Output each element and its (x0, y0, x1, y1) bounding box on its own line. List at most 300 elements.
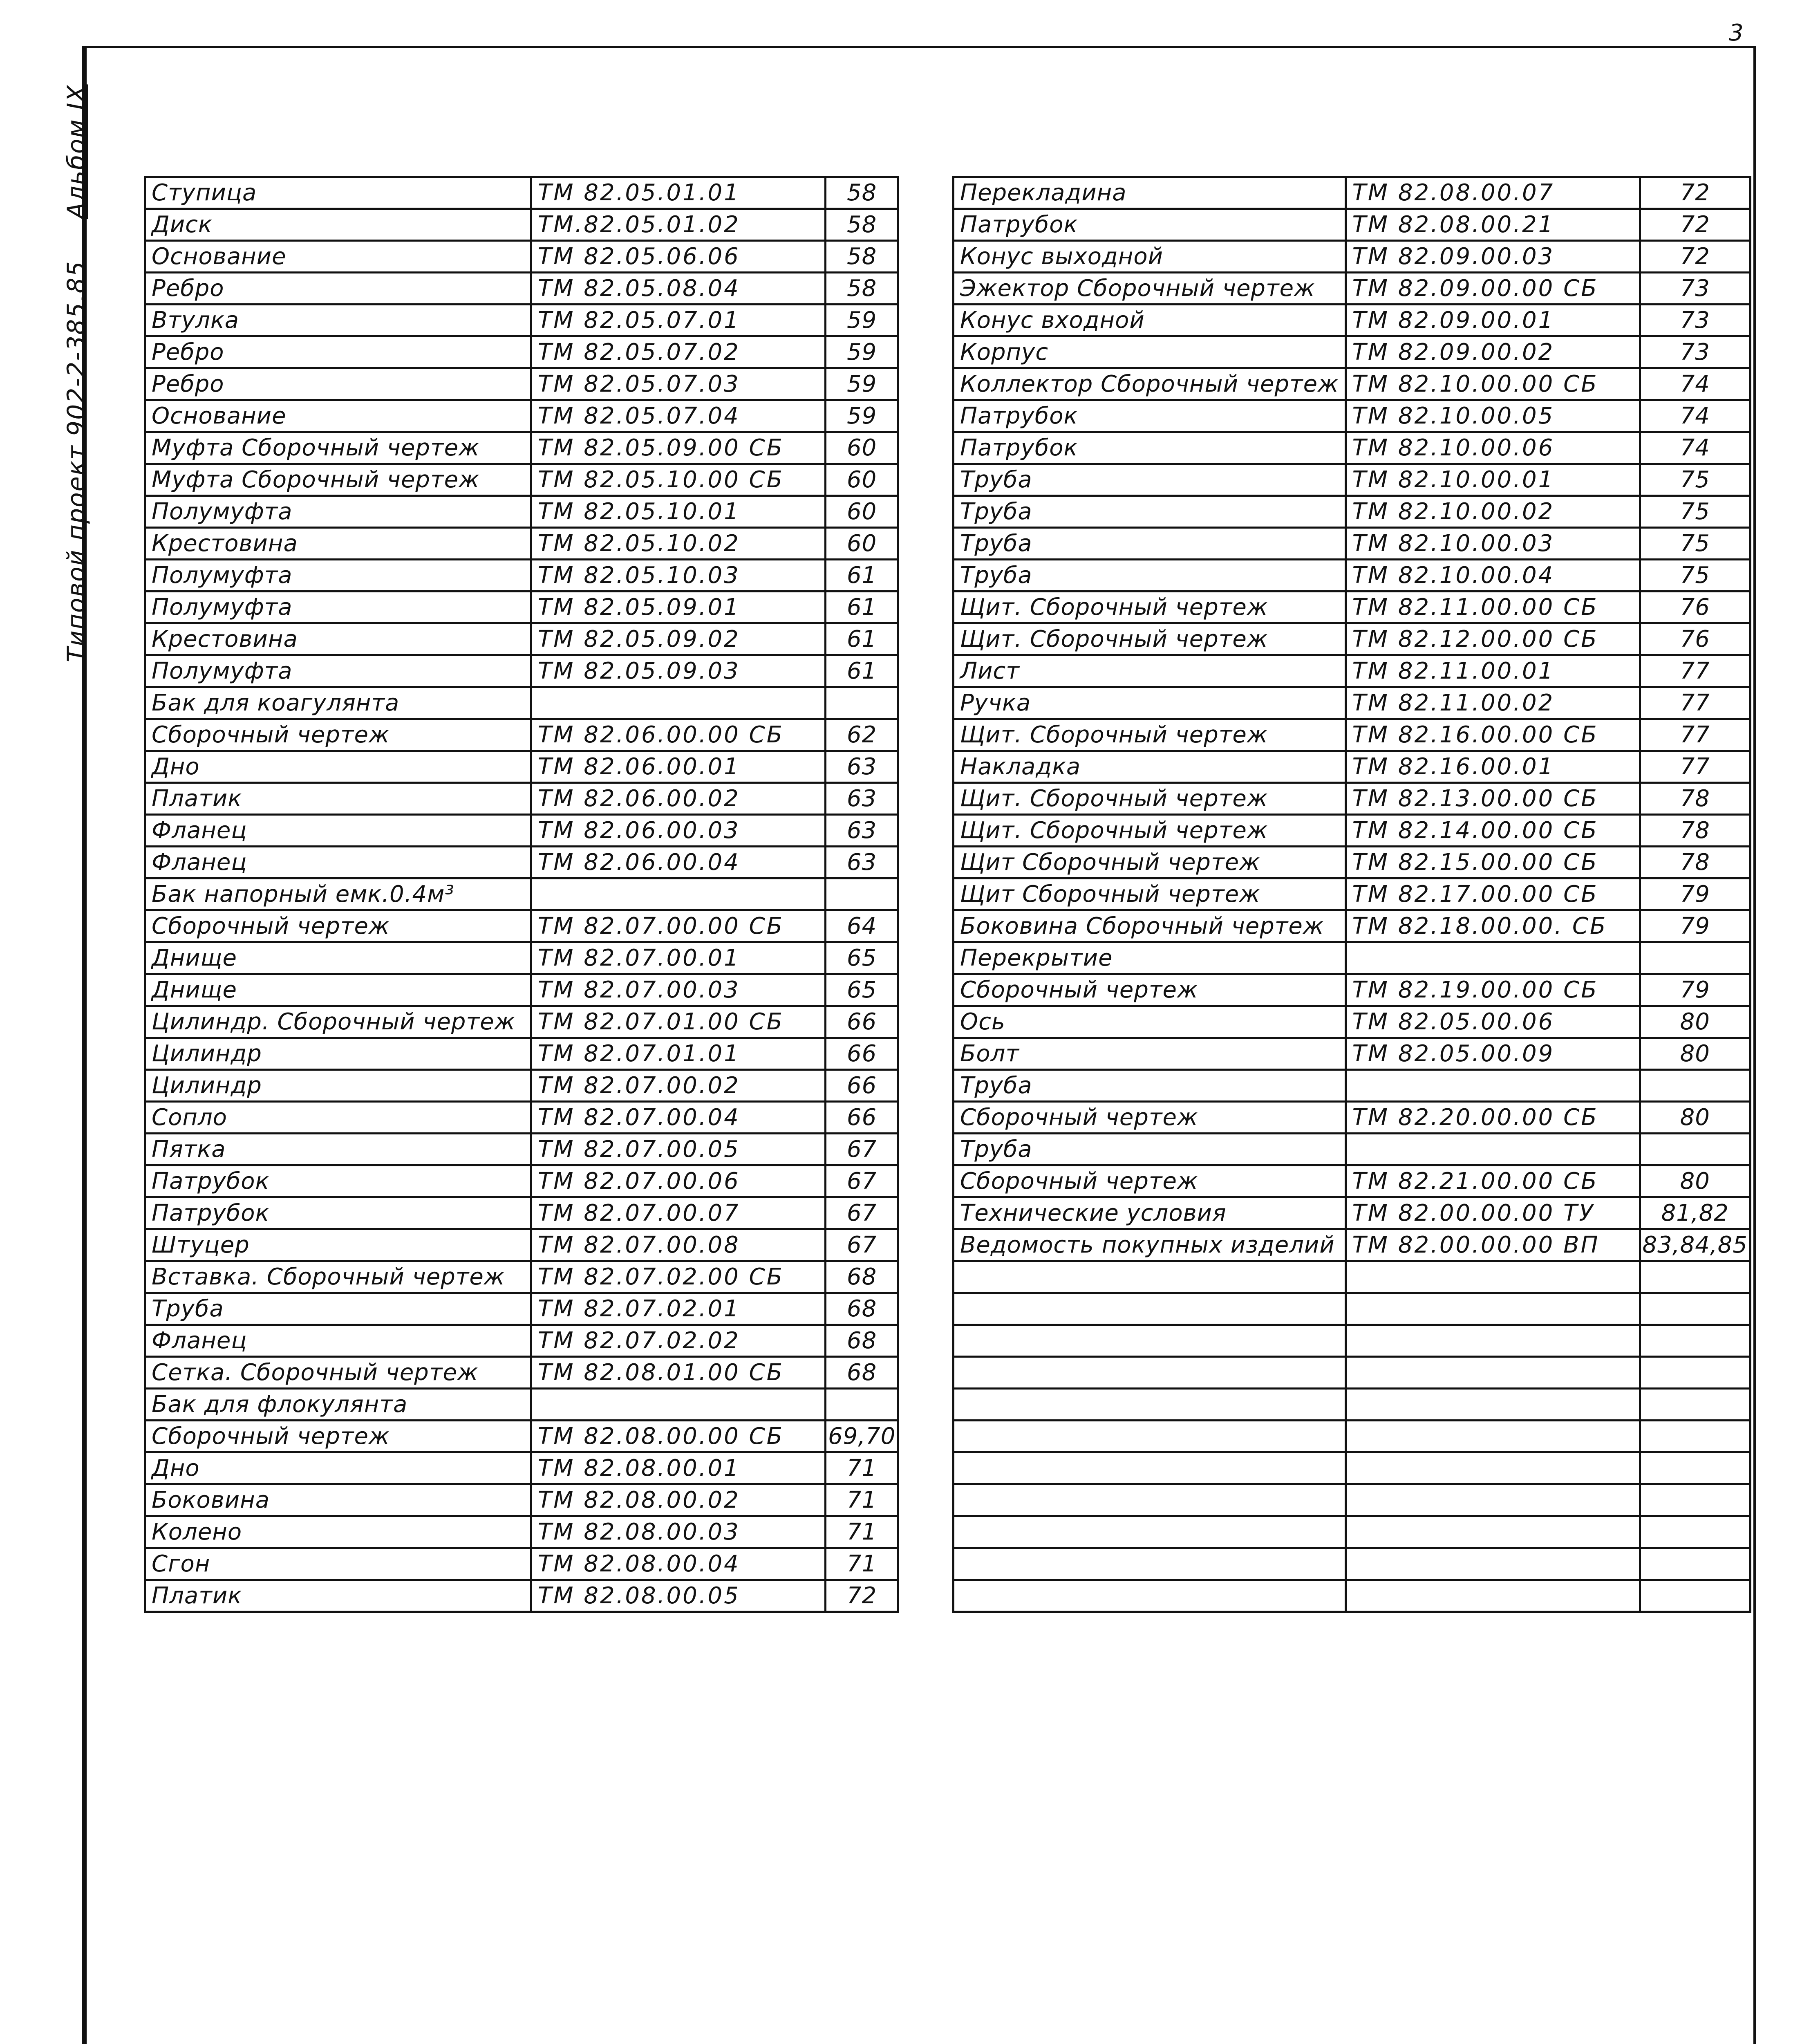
page-number-cell: 71 (826, 1452, 898, 1484)
page-number-cell: 83,84,85 (1640, 1229, 1750, 1261)
page-number-cell: 63 (826, 783, 898, 815)
designation-cell: ТМ 82.07.01.01 (531, 1038, 826, 1070)
page-number-cell: 71 (826, 1516, 898, 1548)
designation-cell: ТМ.82.05.01.02 (531, 209, 826, 241)
page-number-cell: 58 (826, 177, 898, 209)
item-name-cell: Втулка (145, 305, 531, 336)
table-row (954, 400, 1751, 432)
designation-cell: ТМ 82.07.02.00 СБ (531, 1261, 826, 1293)
designation-cell: ТМ 82.07.00.07 (531, 1197, 826, 1229)
designation-cell: ТМ 82.09.00.03 (1345, 241, 1640, 273)
designation-cell: ТМ 82.05.00.09 (1345, 1038, 1640, 1070)
designation-cell: ТМ 82.11.00.00 СБ (1345, 592, 1640, 623)
item-name-cell: Цилиндр (145, 1070, 531, 1102)
item-name-cell: Крестовина (145, 623, 531, 655)
item-name-cell: Перекладина (954, 177, 1346, 209)
designation-cell: ТМ 82.05.06.06 (531, 241, 826, 273)
designation-cell (1345, 1580, 1640, 1612)
item-name-cell: Боковина (145, 1484, 531, 1516)
item-name-cell: Труба (954, 1134, 1346, 1165)
designation-cell (1345, 1293, 1640, 1325)
table-row (954, 879, 1751, 910)
table-row (954, 592, 1751, 623)
table-row (954, 623, 1751, 655)
page-number-cell: 61 (826, 655, 898, 687)
designation-cell: ТМ 82.06.00.01 (531, 751, 826, 783)
item-name-cell: Щит. Сборочный чертеж (954, 592, 1346, 623)
page-number-cell (1640, 1070, 1750, 1102)
table-row (145, 783, 898, 815)
item-name-cell: Труба (145, 1293, 531, 1325)
table-row (145, 1548, 898, 1580)
page-number-cell (826, 687, 898, 719)
item-name-cell: Труба (954, 560, 1346, 592)
designation-cell: ТМ 82.07.00.04 (531, 1102, 826, 1134)
item-name-cell: Патрубок (145, 1165, 531, 1197)
page-number-cell: 68 (826, 1293, 898, 1325)
table-row (954, 1197, 1751, 1229)
page-number-cell: 75 (1640, 528, 1750, 560)
table-row (145, 974, 898, 1006)
page-number-cell: 77 (1640, 687, 1750, 719)
designation-cell: ТМ 82.05.10.01 (531, 496, 826, 528)
item-name-cell: Перекрытие (954, 942, 1346, 974)
item-name-cell: Днище (145, 974, 531, 1006)
item-name-cell: Патрубок (954, 432, 1346, 464)
designation-cell (1345, 1070, 1640, 1102)
item-name-cell: Цилиндр. Сборочный чертеж (145, 1006, 531, 1038)
designation-cell (1345, 1134, 1640, 1165)
item-name-cell: Полумуфта (145, 592, 531, 623)
item-name-cell: Ребро (145, 336, 531, 368)
table-row (145, 241, 898, 273)
table-row (145, 1580, 898, 1612)
designation-cell: ТМ 82.07.00.08 (531, 1229, 826, 1261)
designation-cell: ТМ 82.05.07.01 (531, 305, 826, 336)
page-number-cell: 73 (1640, 273, 1750, 305)
page-number-cell: 64 (826, 910, 898, 942)
page-number-cell: 79 (1640, 910, 1750, 942)
table-row (954, 815, 1751, 847)
item-name-cell: Технические условия (954, 1197, 1346, 1229)
item-name-cell (954, 1261, 1346, 1293)
designation-cell: ТМ 82.10.00.05 (1345, 400, 1640, 432)
page-number-cell: 60 (826, 432, 898, 464)
table-row (145, 368, 898, 400)
designation-cell: ТМ 82.05.09.02 (531, 623, 826, 655)
table-row (954, 1261, 1751, 1293)
page-number-cell (1640, 1389, 1750, 1421)
designation-cell: ТМ 82.10.00.00 СБ (1345, 368, 1640, 400)
page-number-cell: 74 (1640, 368, 1750, 400)
table-row (145, 1452, 898, 1484)
designation-cell: ТМ 82.05.07.03 (531, 368, 826, 400)
page-number-cell: 75 (1640, 560, 1750, 592)
item-name-cell (954, 1389, 1346, 1421)
designation-cell (1345, 1484, 1640, 1516)
page-number-cell: 67 (826, 1165, 898, 1197)
table-row (954, 1134, 1751, 1165)
table-row (954, 1325, 1751, 1357)
table-row (954, 177, 1751, 209)
designation-cell: ТМ 82.06.00.02 (531, 783, 826, 815)
page-number-cell: 63 (826, 815, 898, 847)
page-number-cell (1640, 1261, 1750, 1293)
page-number-cell: 66 (826, 1102, 898, 1134)
item-name-cell: Дно (145, 751, 531, 783)
page-number-cell (1640, 1134, 1750, 1165)
item-name-cell: Труба (954, 496, 1346, 528)
item-name-cell: Патрубок (145, 1197, 531, 1229)
table-row (954, 1389, 1751, 1421)
page-number-cell (1640, 1452, 1750, 1484)
page-number-cell: 59 (826, 400, 898, 432)
designation-cell: ТМ 82.15.00.00 СБ (1345, 847, 1640, 879)
item-name-cell (954, 1452, 1346, 1484)
designation-cell: ТМ 82.05.07.04 (531, 400, 826, 432)
designation-cell: ТМ 82.10.00.03 (1345, 528, 1640, 560)
page-number-cell (1640, 1421, 1750, 1452)
designation-cell: ТМ 82.20.00.00 СБ (1345, 1102, 1640, 1134)
page-number-cell: 65 (826, 942, 898, 974)
item-name-cell: Фланец (145, 1325, 531, 1357)
item-name-cell (954, 1516, 1346, 1548)
designation-cell: ТМ 82.07.00.01 (531, 942, 826, 974)
designation-cell: ТМ 82.05.09.00 СБ (531, 432, 826, 464)
designation-cell: ТМ 82.06.00.04 (531, 847, 826, 879)
page-number-cell: 60 (826, 496, 898, 528)
designation-cell (1345, 1421, 1640, 1452)
page-number-cell: 66 (826, 1038, 898, 1070)
table-row (145, 1389, 898, 1421)
designation-cell: ТМ 82.05.00.06 (1345, 1006, 1640, 1038)
page-number-cell: 80 (1640, 1165, 1750, 1197)
page-number-cell (1640, 1580, 1750, 1612)
table-row (954, 209, 1751, 241)
item-name-cell: Щит Сборочный чертеж (954, 879, 1346, 910)
table-row (954, 1484, 1751, 1516)
table-row (954, 1070, 1751, 1102)
page-number-cell: 66 (826, 1006, 898, 1038)
table-row (954, 1165, 1751, 1197)
designation-cell: ТМ 82.11.00.02 (1345, 687, 1640, 719)
table-row (954, 942, 1751, 974)
designation-cell (1345, 1357, 1640, 1389)
item-name-cell: Накладка (954, 751, 1346, 783)
page-number-cell (1640, 1516, 1750, 1548)
item-name-cell: Ось (954, 1006, 1346, 1038)
designation-cell: ТМ 82.08.00.04 (531, 1548, 826, 1580)
designation-cell: ТМ 82.05.07.02 (531, 336, 826, 368)
table-row (954, 719, 1751, 751)
page-number-cell: 76 (1640, 623, 1750, 655)
item-name-cell: Щит. Сборочный чертеж (954, 783, 1346, 815)
designation-cell (531, 1389, 826, 1421)
designation-cell: ТМ 82.08.00.03 (531, 1516, 826, 1548)
page-number-cell: 78 (1640, 783, 1750, 815)
table-row (145, 1038, 898, 1070)
item-name-cell: Сетка. Сборочный чертеж (145, 1357, 531, 1389)
item-name-cell: Ручка (954, 687, 1346, 719)
designation-cell: ТМ 82.05.08.04 (531, 273, 826, 305)
page-number-cell: 75 (1640, 496, 1750, 528)
designation-cell: ТМ 82.14.00.00 СБ (1345, 815, 1640, 847)
designation-cell: ТМ 82.09.00.02 (1345, 336, 1640, 368)
item-name-cell: Основание (145, 241, 531, 273)
item-name-cell: Патрубок (954, 209, 1346, 241)
designation-cell (1345, 1325, 1640, 1357)
page-number-cell: 79 (1640, 879, 1750, 910)
table-row (145, 623, 898, 655)
page-number-cell: 79 (1640, 974, 1750, 1006)
page-number-cell: 62 (826, 719, 898, 751)
item-name-cell: Сборочный чертеж (145, 1421, 531, 1452)
table-row (954, 336, 1751, 368)
table-row (954, 1229, 1751, 1261)
item-name-cell: Боковина Сборочный чертеж (954, 910, 1346, 942)
item-name-cell: Ребро (145, 273, 531, 305)
item-name-cell: Сборочный чертеж (954, 1102, 1346, 1134)
item-name-cell (954, 1580, 1346, 1612)
table-row (954, 847, 1751, 879)
item-name-cell: Бак напорный емк.0.4м³ (145, 879, 531, 910)
table-row (145, 847, 898, 879)
designation-cell: ТМ 82.08.00.07 (1345, 177, 1640, 209)
item-name-cell: Основание (145, 400, 531, 432)
table-row (954, 1102, 1751, 1134)
table-row (954, 560, 1751, 592)
album-label: Альбом IX (62, 84, 91, 220)
designation-cell: ТМ 82.07.00.05 (531, 1134, 826, 1165)
page-number-cell: 59 (826, 305, 898, 336)
table-row (145, 273, 898, 305)
page-number-cell: 72 (826, 1580, 898, 1612)
designation-cell: ТМ 82.17.00.00 СБ (1345, 879, 1640, 910)
designation-cell: ТМ 82.05.10.00 СБ (531, 464, 826, 496)
designation-cell (1345, 1516, 1640, 1548)
item-name-cell: Болт (954, 1038, 1346, 1070)
page-number-cell: 73 (1640, 336, 1750, 368)
page-number-cell: 63 (826, 751, 898, 783)
designation-cell: ТМ 82.08.00.21 (1345, 209, 1640, 241)
designation-cell: ТМ 82.10.00.06 (1345, 432, 1640, 464)
designation-cell: ТМ 82.07.01.00 СБ (531, 1006, 826, 1038)
designation-cell: ТМ 82.08.00.00 СБ (531, 1421, 826, 1452)
left-contents-table (144, 176, 899, 1613)
table-row (145, 464, 898, 496)
table-row (145, 336, 898, 368)
designation-cell: ТМ 82.13.00.00 СБ (1345, 783, 1640, 815)
page-number-cell: 72 (1640, 241, 1750, 273)
designation-cell: ТМ 82.09.00.00 СБ (1345, 273, 1640, 305)
page-number-cell: 58 (826, 209, 898, 241)
item-name-cell: Колено (145, 1516, 531, 1548)
table-row (954, 273, 1751, 305)
page-number-cell: 77 (1640, 719, 1750, 751)
page-number-cell: 59 (826, 368, 898, 400)
item-name-cell (954, 1293, 1346, 1325)
table-row (145, 1484, 898, 1516)
item-name-cell: Эжектор Сборочный чертеж (954, 273, 1346, 305)
item-name-cell (954, 1421, 1346, 1452)
designation-cell: ТМ 82.05.10.02 (531, 528, 826, 560)
page-number-cell: 65 (826, 974, 898, 1006)
designation-cell: ТМ 82.19.00.00 СБ (1345, 974, 1640, 1006)
designation-cell (1345, 942, 1640, 974)
table-row (954, 368, 1751, 400)
designation-cell: ТМ 82.07.02.02 (531, 1325, 826, 1357)
page-number-cell: 75 (1640, 464, 1750, 496)
designation-cell: ТМ 82.10.00.01 (1345, 464, 1640, 496)
table-row (954, 655, 1751, 687)
item-name-cell: Ведомость покупных изделий (954, 1229, 1346, 1261)
item-name-cell: Муфта Сборочный чертеж (145, 432, 531, 464)
designation-cell: ТМ 82.05.10.03 (531, 560, 826, 592)
item-name-cell: Бак для флокулянта (145, 1389, 531, 1421)
table-row (145, 1325, 898, 1357)
item-name-cell: Щит. Сборочный чертеж (954, 623, 1346, 655)
page-number-cell (1640, 1293, 1750, 1325)
page-number-cell: 71 (826, 1484, 898, 1516)
table-row (145, 1070, 898, 1102)
item-name-cell: Лист (954, 655, 1346, 687)
designation-cell (1345, 1452, 1640, 1484)
item-name-cell: Сборочный чертеж (954, 1165, 1346, 1197)
page-number-cell (1640, 1484, 1750, 1516)
table-row (954, 1357, 1751, 1389)
table-row (145, 751, 898, 783)
item-name-cell: Щит. Сборочный чертеж (954, 815, 1346, 847)
designation-cell (1345, 1389, 1640, 1421)
table-row (145, 1357, 898, 1389)
table-row (954, 432, 1751, 464)
table-row (954, 783, 1751, 815)
item-name-cell: Труба (954, 528, 1346, 560)
project-title: Типовой проект 902-2-385.85 (62, 260, 91, 662)
table-row (145, 1229, 898, 1261)
designation-cell: ТМ 82.21.00.00 СБ (1345, 1165, 1640, 1197)
page-number-cell: 72 (1640, 177, 1750, 209)
table-row (145, 177, 898, 209)
page-number-cell: 63 (826, 847, 898, 879)
item-name-cell: Патрубок (954, 400, 1346, 432)
table-row (954, 910, 1751, 942)
page-number-cell: 69,70 (826, 1421, 898, 1452)
item-name-cell: Сопло (145, 1102, 531, 1134)
page-number-cell: 60 (826, 464, 898, 496)
table-row (145, 1293, 898, 1325)
page-number-cell (1640, 1548, 1750, 1580)
item-name-cell: Крестовина (145, 528, 531, 560)
page-number-cell: 58 (826, 241, 898, 273)
table-row (145, 528, 898, 560)
item-name-cell: Ступица (145, 177, 531, 209)
table-row (954, 1516, 1751, 1548)
page-number-cell: 67 (826, 1134, 898, 1165)
table-row (954, 1293, 1751, 1325)
designation-cell: ТМ 82.08.01.00 СБ (531, 1357, 826, 1389)
page-number-cell (826, 879, 898, 910)
page-number-cell: 80 (1640, 1038, 1750, 1070)
item-name-cell: Цилиндр (145, 1038, 531, 1070)
designation-cell: ТМ 82.08.00.05 (531, 1580, 826, 1612)
table-row (954, 1006, 1751, 1038)
table-row (145, 400, 898, 432)
table-row (145, 942, 898, 974)
item-name-cell: Дно (145, 1452, 531, 1484)
item-name-cell: Щит Сборочный чертеж (954, 847, 1346, 879)
designation-cell: ТМ 82.18.00.00. СБ (1345, 910, 1640, 942)
designation-cell: ТМ 82.08.00.01 (531, 1452, 826, 1484)
designation-cell: ТМ 82.05.09.01 (531, 592, 826, 623)
table-row (145, 1102, 898, 1134)
designation-cell (1345, 1261, 1640, 1293)
item-name-cell: Фланец (145, 815, 531, 847)
page-number-cell: 60 (826, 528, 898, 560)
page-number-cell: 73 (1640, 305, 1750, 336)
page-number-cell: 80 (1640, 1102, 1750, 1134)
item-name-cell: Штуцер (145, 1229, 531, 1261)
table-row (145, 1421, 898, 1452)
page-number-cell: 77 (1640, 751, 1750, 783)
table-row (145, 305, 898, 336)
page-number-cell: 67 (826, 1229, 898, 1261)
table-row (954, 1548, 1751, 1580)
page-number-cell: 68 (826, 1325, 898, 1357)
designation-cell: ТМ 82.00.00.00 ТУ (1345, 1197, 1640, 1229)
page-number-cell: 74 (1640, 432, 1750, 464)
table-row (145, 496, 898, 528)
page-number-cell: 78 (1640, 815, 1750, 847)
right-contents-table (952, 176, 1751, 1613)
designation-cell (1345, 1548, 1640, 1580)
item-name-cell: Сборочный чертеж (145, 910, 531, 942)
page-number-cell: 74 (1640, 400, 1750, 432)
page-number-cell: 58 (826, 273, 898, 305)
page-number-cell: 68 (826, 1261, 898, 1293)
table-row (954, 496, 1751, 528)
item-name-cell: Корпус (954, 336, 1346, 368)
side-title-block (62, 84, 91, 662)
item-name-cell (954, 1357, 1346, 1389)
item-name-cell: Диск (145, 209, 531, 241)
item-name-cell: Конус выходной (954, 241, 1346, 273)
table-row (145, 1261, 898, 1293)
page-number-cell: 76 (1640, 592, 1750, 623)
item-name-cell: Сгон (145, 1548, 531, 1580)
designation-cell (531, 687, 826, 719)
designation-cell: ТМ 82.10.00.04 (1345, 560, 1640, 592)
designation-cell: ТМ 82.10.00.02 (1345, 496, 1640, 528)
page-number-cell: 77 (1640, 655, 1750, 687)
table-row (145, 815, 898, 847)
item-name-cell: Фланец (145, 847, 531, 879)
item-name-cell: Полумуфта (145, 655, 531, 687)
page-number-cell (1640, 942, 1750, 974)
designation-cell: ТМ 82.09.00.01 (1345, 305, 1640, 336)
designation-cell: ТМ 82.07.00.03 (531, 974, 826, 1006)
table-row (145, 719, 898, 751)
item-name-cell: Щит. Сборочный чертеж (954, 719, 1346, 751)
table-row (145, 1165, 898, 1197)
designation-cell: ТМ 82.00.00.00 ВП (1345, 1229, 1640, 1261)
table-row (145, 209, 898, 241)
page-number-cell (1640, 1357, 1750, 1389)
table-row (954, 974, 1751, 1006)
table-row (145, 879, 898, 910)
table-row (145, 687, 898, 719)
designation-cell (531, 879, 826, 910)
